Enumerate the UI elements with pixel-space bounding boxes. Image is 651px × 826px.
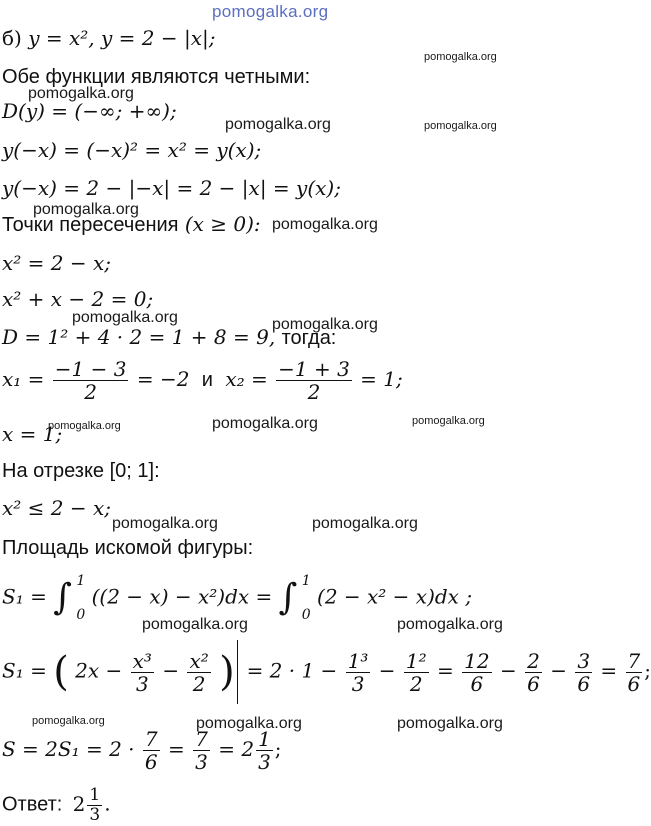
- watermark: pomogalka.org: [272, 216, 378, 233]
- line-answer: Ответ: 2 $\frac{1}{3}$ .: [2, 785, 111, 825]
- paren-close: ): [219, 649, 235, 695]
- integral-sign: ∫: [278, 577, 298, 618]
- area-label: S₁ =: [2, 658, 47, 683]
- line-parity-1: y(−x) = (−x)² = x² = y(x);: [2, 138, 262, 162]
- watermark: pomogalka.org: [225, 116, 331, 133]
- fraction: $\frac{\text{1³}}{3}$: [347, 648, 369, 696]
- watermark: pomogalka.org: [412, 415, 485, 427]
- line-discriminant: [2, 327, 336, 348]
- text-word: тогда:: [281, 327, 337, 349]
- watermark: pomogalka.org: [32, 715, 105, 727]
- watermark: pomogalka.org: [28, 85, 134, 102]
- fraction: $\frac{3}{6}$: [577, 648, 591, 696]
- line-roots: [2, 358, 403, 403]
- watermark: pomogalka.org: [72, 309, 178, 326]
- condition: (x ≥ 0):: [184, 212, 261, 236]
- evaluation-bar: [237, 640, 239, 704]
- problem-label: б): [2, 26, 22, 50]
- watermark: pomogalka.org: [397, 616, 503, 633]
- text-statement: На отрезке [0; 1]:: [2, 460, 160, 482]
- fraction: $\frac{12}{6}$: [464, 648, 490, 696]
- line-quadratic: x² + x − 2 = 0;: [2, 287, 154, 311]
- line-integral: [2, 574, 472, 622]
- line-inequality: x² ≤ 2 − x;: [2, 496, 111, 520]
- fraction: $\frac{1}{3}$: [258, 727, 271, 774]
- fraction: $\frac{7}{3}$: [195, 727, 208, 774]
- watermark: pomogalka.org: [397, 715, 503, 732]
- fraction: $\frac{\text{x²}}{2}$: [189, 648, 209, 696]
- discriminant-expression: D = 1² + 4 · 2 = 1 + 8 = 9,: [2, 325, 276, 349]
- watermark: pomogalka.org: [33, 201, 139, 218]
- operator: =: [437, 658, 454, 683]
- line-parity-2: y(−x) = 2 − |−x| = 2 − |x| = y(x);: [2, 176, 341, 200]
- watermark: pomogalka.org: [142, 616, 248, 633]
- line-antiderivative: S₁ = ( 2x − $\frac{\text{x³}}{3}$ − $\frac{\text{x²}}{2}$ ) = 2 · 1 − $\frac{\text{1³}}{3}$ − $\frac{\text{1²}}{2}$ = $\frac{12}{6}$ − $\frac{2}{6}$ − $\frac{3}{6}$ = $\frac{7}{6}$ ;: [2, 640, 651, 704]
- watermark: pomogalka.org: [48, 420, 121, 432]
- text-statement: Площадь искомой фигуры:: [2, 537, 254, 559]
- operator: −: [162, 658, 180, 683]
- mixed-whole: 2: [241, 737, 255, 761]
- term: 2x −: [75, 658, 123, 683]
- fraction: $\frac{-1 + 3}{2}$: [278, 357, 350, 404]
- fraction: $\frac{2}{6}$: [527, 648, 540, 696]
- mixed-whole: 2: [72, 791, 86, 816]
- line-even-functions: [2, 66, 310, 87]
- line-area-heading: [2, 537, 253, 558]
- watermark: pomogalka.org: [212, 415, 318, 432]
- fraction: $\frac{7}{6}$: [144, 727, 158, 774]
- integral-sign: ∫: [53, 577, 72, 618]
- watermark: pomogalka.org: [196, 715, 302, 732]
- line-intersection: [2, 214, 261, 235]
- root-value: = −2: [136, 367, 190, 391]
- watermark: pomogalka.org: [272, 316, 378, 333]
- functions-expression: y = x², y = 2 − |x|;: [28, 26, 216, 50]
- text-statement: Обе функции являются четными:: [2, 66, 311, 88]
- watermark: pomogalka.org: [424, 120, 497, 132]
- text-statement: Точки пересечения: [2, 214, 179, 236]
- fraction: $\frac{7}{6}$: [627, 648, 641, 696]
- watermark: pomogalka.org: [312, 515, 418, 532]
- operator: −: [499, 658, 517, 683]
- answer-label: Ответ:: [2, 793, 63, 816]
- root-value: = 1;: [360, 367, 403, 391]
- text-word: и: [201, 369, 213, 391]
- line-problem-b: [2, 28, 215, 48]
- integrand: (2 − x² − x)dx ;: [317, 584, 473, 609]
- line-domain: D(y) = (−∞; +∞);: [2, 99, 177, 123]
- fraction: $\frac{1}{3}$: [89, 785, 101, 825]
- fraction: $\frac{\text{x³}}{3}$: [132, 648, 152, 696]
- watermark: pomogalka.org: [212, 2, 329, 21]
- term: S = 2S₁ = 2 ·: [2, 737, 135, 761]
- root-label: x₁ =: [2, 367, 45, 391]
- root-label: x₂ =: [225, 367, 268, 391]
- fraction: $\frac{-1 - 3}{2}$: [54, 357, 127, 404]
- integrand: ((2 − x) − x²)dx =: [91, 584, 273, 609]
- operator: −: [378, 658, 396, 683]
- line-interval: [2, 460, 160, 481]
- fraction: $\frac{\text{1²}}{2}$: [405, 648, 427, 696]
- paren-open: (: [53, 649, 69, 695]
- integral-limits: 1 0: [301, 573, 311, 623]
- integral-limits: 1 0: [76, 573, 86, 623]
- operator: =: [600, 658, 618, 683]
- watermark: pomogalka.org: [424, 51, 497, 63]
- line-equation: x² = 2 − x;: [2, 251, 111, 275]
- term: = 2 · 1 −: [246, 658, 338, 683]
- line-total-area: S = 2S₁ = 2 · $\frac{7}{6}$ = $\frac{7}{3}$ = 2 $\frac{1}{3}$ ;: [2, 727, 282, 774]
- watermark: pomogalka.org: [112, 515, 218, 532]
- area-label: S₁ =: [2, 584, 47, 609]
- operator: −: [550, 658, 567, 683]
- line-x-equals: x = 1;: [2, 422, 63, 446]
